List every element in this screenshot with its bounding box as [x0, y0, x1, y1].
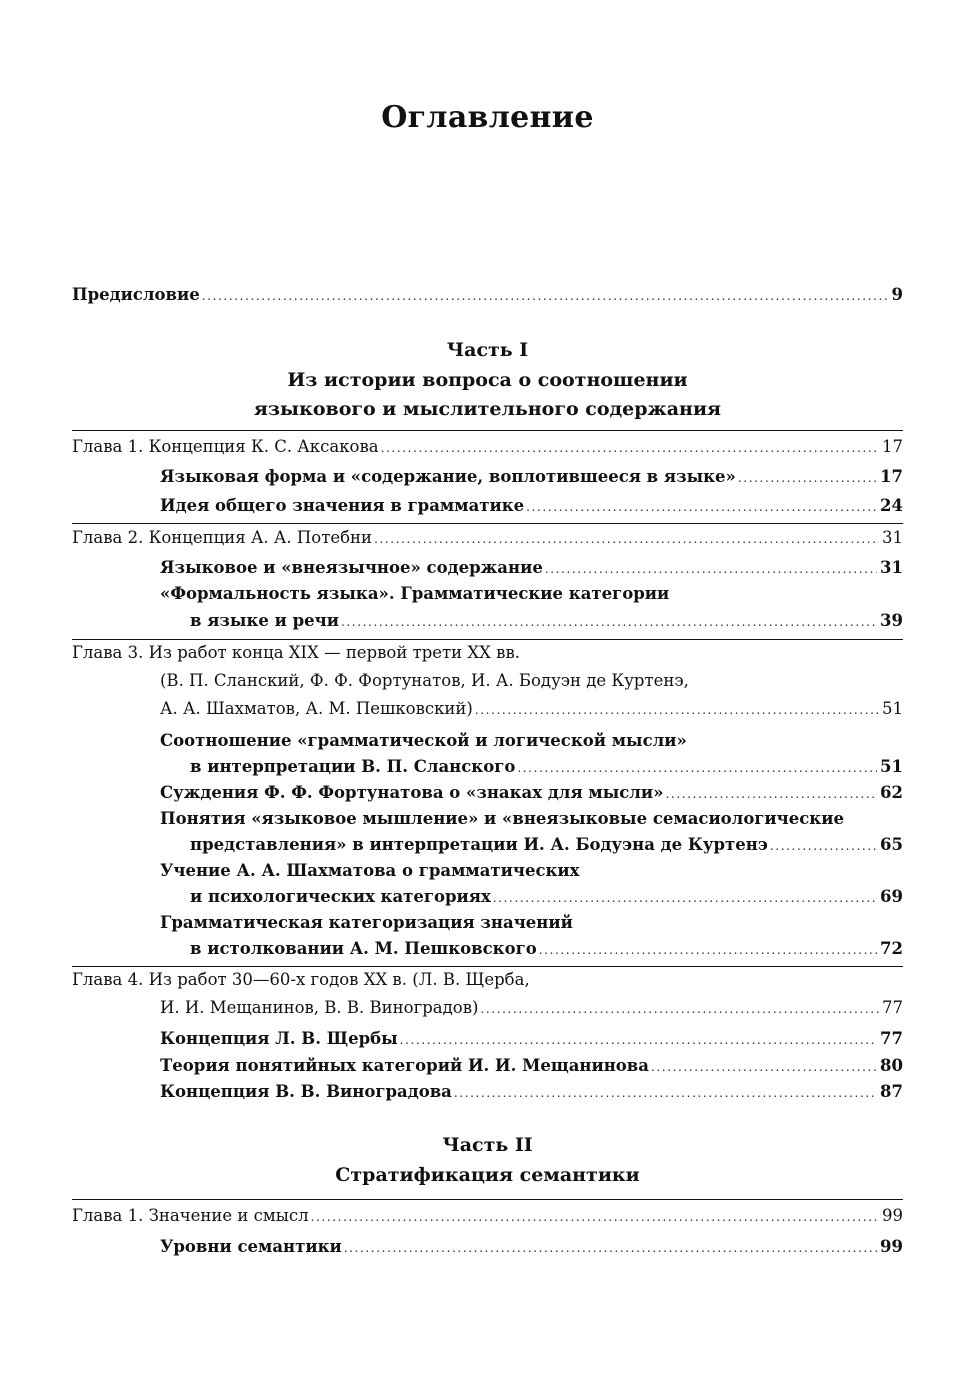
dot-leader — [480, 997, 879, 1021]
page-number: 17 — [880, 467, 903, 486]
toc-section[interactable] — [160, 494, 903, 519]
dot-leader — [202, 284, 889, 308]
toc-chapter-2[interactable] — [72, 526, 903, 551]
toc-section[interactable] — [190, 937, 903, 962]
page-number: 31 — [882, 528, 903, 547]
page-number: 17 — [882, 437, 903, 456]
dot-leader — [517, 756, 877, 780]
toc-section-line1[interactable]: Учение А. А. Шахматова о грамматических — [160, 861, 580, 880]
page-number: 69 — [880, 887, 903, 906]
page-number: 31 — [880, 558, 903, 577]
toc-chapter-3-line2[interactable]: (В. П. Сланский, Ф. Ф. Фортунатов, И. А. Бодуэн де Куртенэ, — [160, 671, 689, 690]
toc-entry-label: Предисловие — [72, 285, 200, 304]
section-divider — [72, 966, 903, 967]
toc-entry-label: А. А. Шахматов, А. М. Пешковский) — [160, 699, 473, 718]
toc-section[interactable] — [160, 1080, 903, 1105]
dot-leader — [651, 1055, 877, 1079]
page-number: 99 — [880, 1237, 903, 1256]
part2-heading: Часть II — [442, 1134, 533, 1156]
toc-section[interactable] — [160, 781, 903, 806]
toc-section-line1[interactable]: Грамматическая категоризация значений — [160, 913, 573, 932]
page-number: 77 — [880, 1029, 903, 1048]
dot-leader — [526, 495, 877, 519]
part1-subtitle-line2: языкового и мыслительного содержания — [253, 398, 722, 420]
toc-section[interactable] — [190, 833, 903, 858]
toc-chapter-3[interactable] — [160, 697, 903, 722]
toc-section-line1[interactable]: «Формальность языка». Грамматические категории — [160, 584, 670, 603]
toc-section[interactable] — [160, 1235, 903, 1260]
page-number: 77 — [882, 998, 903, 1017]
dot-leader — [539, 938, 877, 962]
section-divider — [72, 639, 903, 640]
part2-subtitle: Стратификация семантики — [335, 1164, 640, 1186]
toc-section-line1[interactable]: Понятия «языковое мышление» и «внеязыковые семасиологические — [160, 809, 844, 828]
toc-entry-label: Языковое и «внеязычное» содержание — [160, 558, 543, 577]
toc-entry-label: Теория понятийных категорий И. И. Мещанинова — [160, 1056, 649, 1075]
toc-section[interactable] — [190, 609, 903, 634]
toc-section[interactable] — [160, 1027, 903, 1052]
page-number: 80 — [880, 1056, 903, 1075]
page-number: 51 — [880, 757, 903, 776]
part1-heading: Часть I — [446, 339, 529, 361]
dot-leader — [475, 698, 879, 722]
toc-section-line1[interactable]: Соотношение «грамматической и логической мысли» — [160, 731, 687, 750]
dot-leader — [344, 1236, 877, 1260]
dot-leader — [454, 1081, 877, 1105]
toc-entry-label: в интерпретации В. П. Сланского — [190, 757, 516, 776]
toc-chapter-4[interactable] — [160, 996, 903, 1021]
dot-leader — [311, 1205, 879, 1229]
toc-section[interactable] — [160, 556, 903, 581]
toc-entry-label: Глава 1. Значение и смысл — [72, 1206, 309, 1225]
section-divider — [72, 523, 903, 524]
section-divider — [72, 1199, 903, 1200]
toc-entry-label: в языке и речи — [190, 611, 339, 630]
dot-leader — [665, 782, 877, 806]
page-number: 24 — [880, 496, 903, 515]
toc-entry-label: И. И. Мещанинов, В. В. Виноградов) — [160, 998, 479, 1017]
toc-entry-label: Концепция Л. В. Щербы — [160, 1029, 398, 1048]
page-number: 39 — [880, 611, 903, 630]
dot-leader — [493, 886, 877, 910]
page-title: Оглавление — [381, 100, 594, 135]
toc-chapter-3-line1[interactable]: Глава 3. Из работ конца XIX — первой трети XX вв. — [72, 643, 520, 662]
toc-part2-chapter-1[interactable] — [72, 1204, 903, 1229]
dot-leader — [400, 1028, 877, 1052]
toc-section[interactable] — [190, 885, 903, 910]
toc-entry-label: в истолковании А. М. Пешковского — [190, 939, 537, 958]
toc-entry-label: Концепция В. В. Виноградова — [160, 1082, 452, 1101]
part1-subtitle-line1: Из истории вопроса о соотношении — [287, 369, 688, 391]
toc-entry-label: Уровни семантики — [160, 1237, 342, 1256]
toc-entry-label: Глава 1. Концепция К. С. Аксакова — [72, 437, 379, 456]
toc-entry-preface[interactable] — [72, 283, 903, 308]
toc-entry-label: и психологических категориях — [190, 887, 491, 906]
dot-leader — [770, 834, 877, 858]
toc-entry-label: Глава 2. Концепция А. А. Потебни — [72, 528, 373, 547]
page-number: 87 — [880, 1082, 903, 1101]
page-number: 51 — [882, 699, 903, 718]
toc-chapter-4-line1[interactable]: Глава 4. Из работ 30—60-х годов XX в. (Л. В. Щерба, — [72, 970, 530, 989]
page-number: 99 — [882, 1206, 903, 1225]
toc-section[interactable] — [160, 465, 903, 490]
toc-entry-label: Языковая форма и «содержание, воплотившееся в языке» — [160, 467, 736, 486]
page-number: 65 — [880, 835, 903, 854]
dot-leader — [381, 436, 879, 460]
dot-leader — [341, 610, 877, 634]
toc-entry-label: Суждения Ф. Ф. Фортунатова о «знаках для мысли» — [160, 783, 664, 802]
toc-chapter-1[interactable] — [72, 435, 903, 460]
dot-leader — [738, 466, 877, 490]
page-number: 9 — [891, 285, 903, 304]
page-number: 72 — [880, 939, 903, 958]
dot-leader — [374, 527, 879, 551]
toc-entry-label: представления» в интерпретации И. А. Бодуэна де Куртенэ — [190, 835, 768, 854]
toc-section[interactable] — [190, 755, 903, 780]
page-number: 62 — [880, 783, 903, 802]
dot-leader — [545, 557, 877, 581]
toc-section[interactable] — [160, 1054, 903, 1079]
toc-entry-label: Идея общего значения в грамматике — [160, 496, 525, 515]
section-divider — [72, 430, 903, 431]
